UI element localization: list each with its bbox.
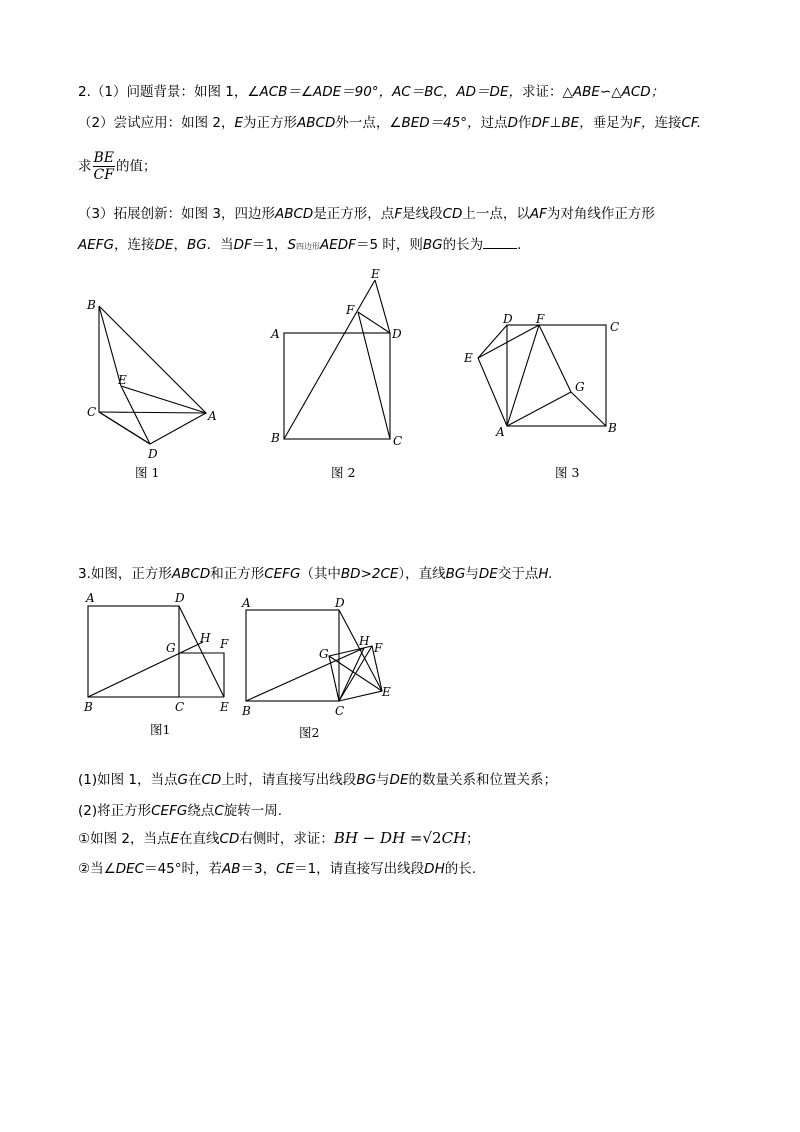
- label-h: H: [359, 634, 370, 648]
- q2-line5: AEFG，连接DE，BG．当DF＝1，S四边形AEDF＝5 时，则BG的长为 .: [78, 237, 522, 253]
- label-b: B: [242, 704, 251, 718]
- fig2-line-ch: [339, 648, 364, 701]
- q3-part2-1: ①如图 2，当点E在直线CD右侧时，求证：BH − DH =√2CH；: [78, 829, 480, 847]
- fig1-line-ca: [99, 412, 206, 413]
- label-d: D: [392, 327, 402, 341]
- label-f: F: [536, 312, 545, 326]
- q3-intro: 3.如图，正方形ABCD和正方形CEFG（其中BD>2CE），直线BG与DE交于点H.: [78, 566, 553, 582]
- q2-fig1-caption: 图 1: [135, 465, 160, 480]
- fig2-line-fc: [358, 312, 390, 439]
- label-c: C: [87, 405, 97, 419]
- fig3-line-gb: [571, 392, 606, 426]
- label-a: A: [496, 425, 505, 439]
- q3-part1: (1)如图 1，当点G在CD上时，请直接写出线段BG与DE的数量关系和位置关系；: [78, 772, 557, 788]
- label-d: D: [335, 596, 345, 610]
- label-e: E: [220, 700, 229, 714]
- label-c: C: [175, 700, 185, 714]
- q3-fig1-caption: 图1: [150, 722, 171, 737]
- label-b: B: [87, 298, 96, 312]
- formula-bh-dh: BH − DH =√2CH: [333, 829, 467, 847]
- label-a: A: [271, 327, 280, 341]
- label-g: G: [575, 380, 585, 394]
- fig3-line-ed: [478, 325, 507, 358]
- q2-fig3-caption: 图 3: [555, 465, 580, 480]
- label-a: A: [208, 409, 217, 423]
- label-c: C: [610, 320, 620, 334]
- label-e: E: [464, 351, 473, 365]
- label-d: D: [175, 591, 185, 605]
- q2-line4: （3）拓展创新：如图 3，四边形ABCD是正方形，点F是线段CD上一点，以AF为对角线作正方形: [78, 206, 655, 222]
- label-b: B: [608, 421, 617, 435]
- q2-figure-3: [460, 305, 630, 440]
- q2-figure-2: [265, 265, 415, 455]
- label-e: E: [118, 373, 127, 387]
- fig2-square-abcd: [284, 333, 390, 439]
- label-a: A: [86, 591, 95, 605]
- fig3-square-aefg: [478, 325, 571, 426]
- fraction-be-over-cf: $\frac{BE}{CF}$: [93, 150, 115, 183]
- fig1-square-cefg: [179, 653, 224, 697]
- fig1-line-bh: [88, 642, 203, 697]
- label-g: G: [166, 641, 176, 655]
- q2-fig2-caption: 图 2: [331, 465, 356, 480]
- q2-figure-1: [80, 290, 230, 460]
- q3-part2: (2)将正方形CEFG绕点C旋转一周.: [78, 803, 283, 819]
- label-e: E: [371, 267, 380, 281]
- label-d: D: [148, 447, 158, 461]
- label-d: D: [503, 312, 513, 326]
- label-b: B: [84, 700, 93, 714]
- q3-part2-2: ②当∠DEC＝45°时，若AB＝3，CE＝1，请直接写出线段DH的长.: [78, 861, 477, 877]
- fig2-line-be: [284, 280, 375, 439]
- label-e: E: [382, 685, 391, 699]
- label-g: G: [319, 647, 329, 661]
- label-a: A: [242, 596, 251, 610]
- q2-line2: （2）尝试应用：如图 2，E为正方形ABCD外一点，∠BED＝45°，过点D作DF⊥BE，垂足为F，连接CF.: [78, 115, 702, 131]
- label-f: F: [346, 303, 355, 317]
- q2-line3: 求 $\frac{BE}{CF}$ 的值；: [78, 150, 157, 183]
- label-b: B: [271, 431, 280, 445]
- label-c: C: [335, 704, 345, 718]
- label-f: F: [220, 637, 229, 651]
- label-f: F: [374, 641, 383, 655]
- fig2-line-bh: [246, 648, 364, 701]
- answer-blank: [483, 236, 517, 249]
- label-c: C: [393, 434, 403, 448]
- fig1-line-de: [179, 606, 224, 697]
- q3-figure-1: [78, 590, 248, 735]
- fig1-lines: [99, 306, 206, 444]
- q2-line1: 2.（1）问题背景：如图 1，∠ACB＝∠ADE＝90°，AC＝BC，AD＝DE，求证：△ABE∽△ACD；: [78, 84, 665, 100]
- label-h: H: [200, 631, 211, 645]
- q3-fig2-caption: 图2: [299, 725, 320, 740]
- fig2-line-cf: [339, 646, 372, 701]
- q3-figure-2: [240, 592, 410, 727]
